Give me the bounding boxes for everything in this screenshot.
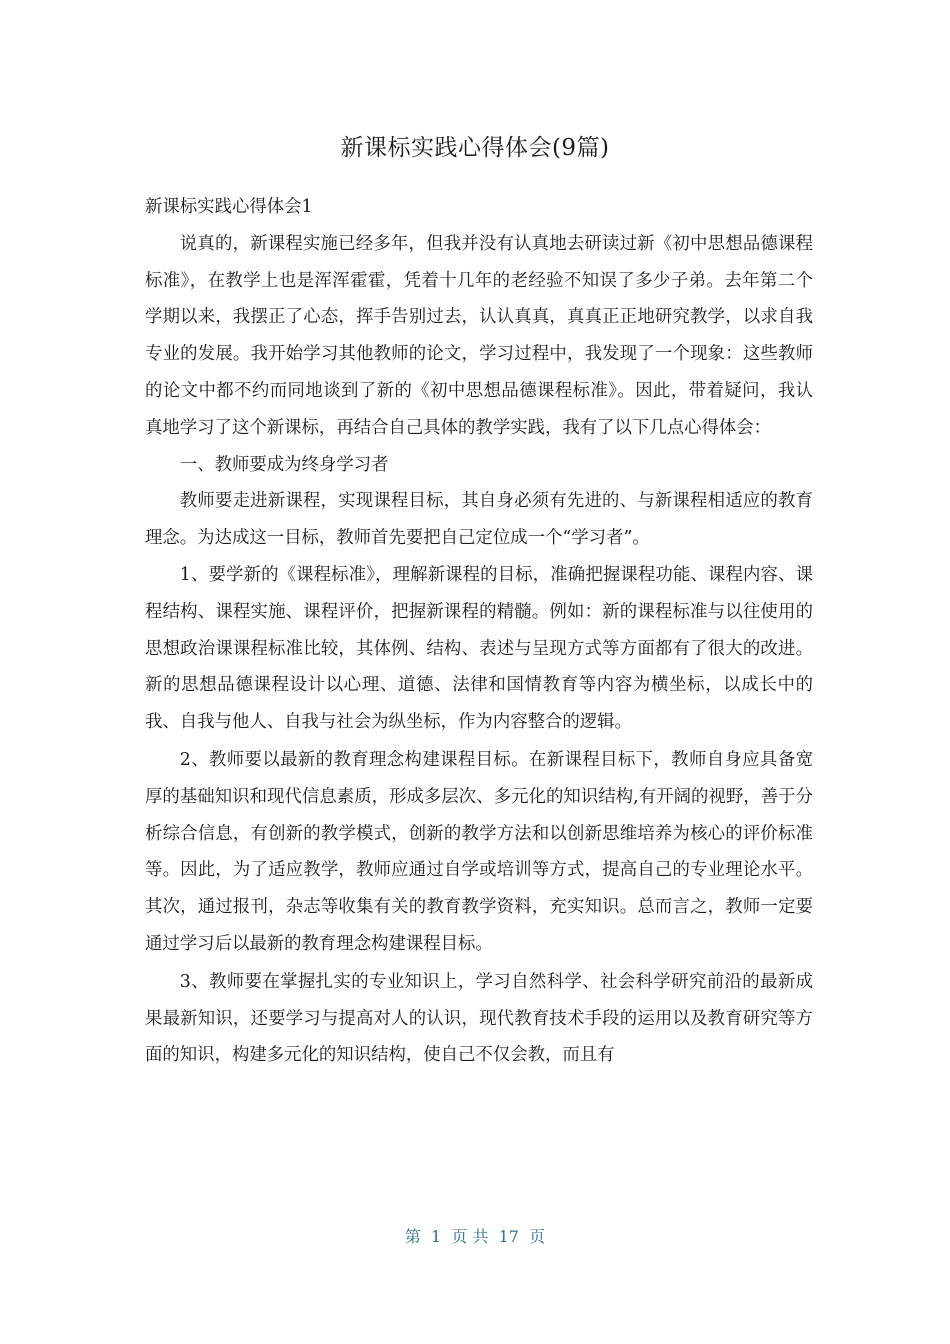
paragraph: 教师要走进新课程，实现课程目标，其自身必须有先进的、与新课程相适应的教育理念。为达成这一目标，教师首先要把自己定位成一个“学习者”。 — [145, 491, 813, 549]
paragraph: 3、教师要在掌握扎实的专业知识上，学习自然科学、社会科学研究前沿的最新成果最新知识，还要学习与提高对人的认识，现代教育技术手段的运用以及教育研究等方面的知识，构建多元化的知识结构，使自己不仅会教，而且有 — [145, 971, 813, 1066]
document-body — [145, 189, 813, 1074]
paragraph: 说真的，新课程实施已经多年，但我并没有认真地去研读过新《初中思想品德课程标准》，在教学上也是浑浑霍霍，凭着十几年的老经验不知误了多少子弟。去年第二个学期以来，我摆正了心态，挥手告别过去，认认真真，真真正正地研究教学，以求自我专业的发展。我开始学习其他教师的论文，学习过程中，我发现了一个现象：这些教师的论文中都不约而同地谈到了新的《初中思想品德课程标准》。因此，带着疑问，我认真地学习了这个新课标，再结合自己具体的教学实践，我有了以下几点心得体会： — [145, 233, 813, 438]
paragraph: 1、要学新的《课程标准》，理解新课程的目标，准确把握课程功能、课程内容、课程结构、课程实施、课程评价，把握新课程的精髓。例如：新的课程标准与以往使用的思想政治课课程标准比较，其体例、结构、表述与呈现方式等方面都有了很大的改进。新的思想品德课程设计以心理、道德、法律和国情教育等内容为横坐标，以成长中的我、自我与他人、自我与社会为纵坐标，作为内容整合的逻辑。 — [145, 564, 813, 733]
subheading: 一、教师要成为终身学习者 — [179, 454, 389, 475]
document-title: 新课标实践心得体会(9篇) — [340, 135, 610, 161]
section-heading: 新课标实践心得体会1 — [145, 197, 313, 217]
paragraph: 2、教师要以最新的教育理念构建课程目标。在新课程目标下，教师自身应具备宽厚的基础知识和现代信息素质，形成多层次、多元化的知识结构,有开阔的视野，善于分析综合信息，有创新的教学模式，创新的教学方法和以创新思维培养为核心的评价标准等。因此，为了适应教学，教师应通过自学或培训等方式，提高自己的专业理论水平。其次，通过报刊，杂志等收集有关的教育教学资料，充实知识。总而言之，教师一定要通过学习后以最新的教育理念构建课程目标。 — [145, 749, 813, 954]
page-number-footer: 第 1 页 共 17 页 — [404, 1227, 546, 1246]
